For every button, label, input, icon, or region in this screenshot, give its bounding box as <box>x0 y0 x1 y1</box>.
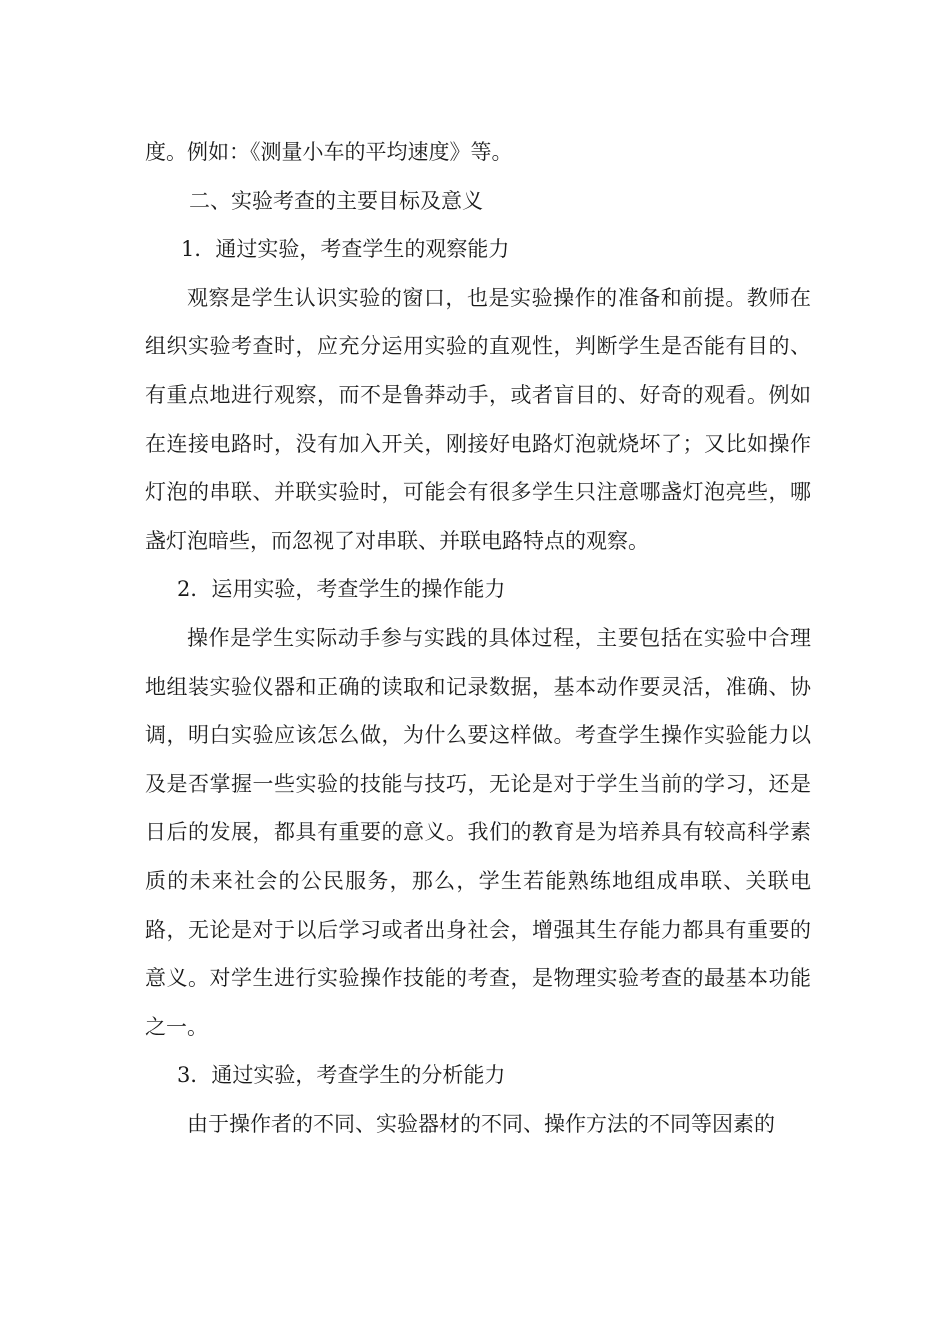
paragraph-operation: 操作是学生实际动手参与实践的具体过程，主要包括在实验中合理地组装实验仪器和正确的读取和记录数据，基本动作要灵活，准确、协调，明白实验应该怎么做，为什么要这样做。考查学生操作实验能力以及是否掌握一些实验的技能与技巧，无论是对于学生当前的学习，还是日后的发展，都具有重要的意义。我们的教育是为培养具有较高科学素质的未来社会的公民服务，那么，学生若能熟练地组成串联、关联电路，无论是对于以后学习或者出身社会，增强其生存能力都具有重要的意义。对学生进行实验操作技能的考查，是物理实验考查的最基本功能之一。 <box>145 625 811 1039</box>
paragraph-observation: 观察是学生认识实验的窗口，也是实验操作的准备和前提。教师在组织实验考查时，应充分运用实验的直观性，判断学生是否能有目的、有重点地进行观察，而不是鲁莽动手，或者盲目的、好奇的观看。例如在连接电路时，没有加入开关，刚接好电路灯泡就烧坏了；又比如操作灯泡的串联、并联实验时，可能会有很多学生只注意哪盏灯泡亮些，哪盏灯泡暗些，而忽视了对串联、并联电路特点的观察。 <box>145 285 811 553</box>
paragraph-analysis: 由于操作者的不同、实验器材的不同、操作方法的不同等因素的 <box>187 1111 775 1136</box>
section-heading: 二、实验考查的主要目标及意义 <box>189 188 483 213</box>
subsection-heading-3: 3．通过实验，考查学生的分析能力 <box>177 1063 506 1088</box>
subsection-heading-1: 1．通过实验，考查学生的观察能力 <box>181 237 510 262</box>
document-body <box>145 128 811 1148</box>
subsection-heading-2: 2．运用实验，考查学生的操作能力 <box>177 577 506 602</box>
paragraph-continuation: 度。例如：《测量小车的平均速度》等。 <box>145 140 513 164</box>
